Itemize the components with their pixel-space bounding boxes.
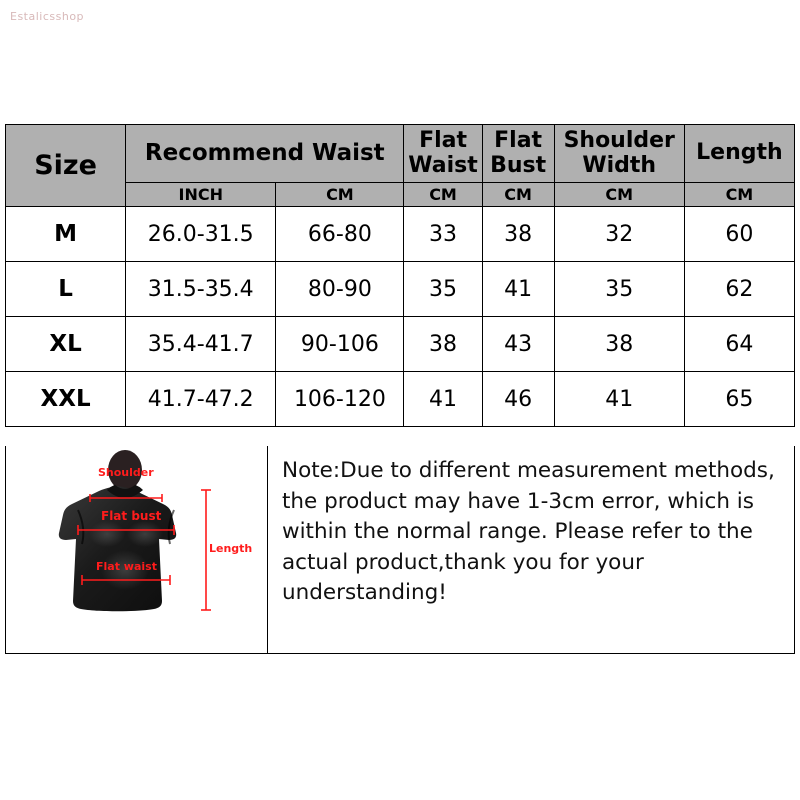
watermark-text: Estalicsshop	[10, 10, 85, 23]
cell-length: 65	[684, 372, 794, 427]
size-chart-table	[5, 124, 795, 427]
cell-length: 64	[684, 317, 794, 372]
unit-waist-cm: CM	[276, 183, 404, 207]
unit-flat-waist-cm: CM	[404, 183, 482, 207]
note-text: Note:Due to different measurement methods, the product may have 1-3cm error, which is within the normal range. Please refer to the actual product,thank you for your understanding!	[282, 458, 775, 606]
cell-flat-waist: 33	[404, 207, 482, 262]
header-recommend-waist: Recommend Waist	[126, 125, 404, 183]
cell-shoulder-width: 41	[554, 372, 684, 427]
unit-waist-inch: INCH	[126, 183, 276, 207]
cell-shoulder-width: 38	[554, 317, 684, 372]
cell-waist-cm: 90-106	[276, 317, 404, 372]
table-row	[6, 262, 795, 317]
annotation-flat-bust: Flat bust	[101, 509, 162, 523]
cell-waist-inch: 31.5-35.4	[126, 262, 276, 317]
cell-size: L	[6, 262, 126, 317]
annotation-flat-waist: Flat waist	[96, 560, 157, 573]
header-flat-bust: Flat Bust	[482, 125, 554, 183]
cell-waist-cm: 106-120	[276, 372, 404, 427]
unit-flat-bust-cm: CM	[482, 183, 554, 207]
cell-flat-bust: 41	[482, 262, 554, 317]
unit-shoulder-cm: CM	[554, 183, 684, 207]
annotation-shoulder: Shoulder	[98, 466, 154, 479]
cell-size: XXL	[6, 372, 126, 427]
cell-flat-waist: 35	[404, 262, 482, 317]
cell-waist-inch: 41.7-47.2	[126, 372, 276, 427]
unit-length-cm: CM	[684, 183, 794, 207]
cell-length: 62	[684, 262, 794, 317]
cell-waist-inch: 26.0-31.5	[126, 207, 276, 262]
cell-waist-cm: 66-80	[276, 207, 404, 262]
cell-flat-waist: 38	[404, 317, 482, 372]
cell-shoulder-width: 35	[554, 262, 684, 317]
header-flat-waist: Flat Waist	[404, 125, 482, 183]
cell-flat-waist: 41	[404, 372, 482, 427]
table-row	[6, 317, 795, 372]
cell-size: M	[6, 207, 126, 262]
measurement-diagram-cell	[6, 446, 268, 653]
size-chart-table-wrapper	[0, 124, 800, 427]
cell-waist-inch: 35.4-41.7	[126, 317, 276, 372]
cell-waist-cm: 80-90	[276, 262, 404, 317]
header-shoulder-width: Shoulder Width	[554, 125, 684, 183]
cell-flat-bust: 46	[482, 372, 554, 427]
note-section	[5, 446, 795, 654]
cell-length: 60	[684, 207, 794, 262]
table-row	[6, 372, 795, 427]
annotation-length: Length	[209, 542, 253, 555]
cell-flat-bust: 43	[482, 317, 554, 372]
table-header-row-primary	[6, 125, 795, 183]
cell-flat-bust: 38	[482, 207, 554, 262]
cell-size: XL	[6, 317, 126, 372]
table-row	[6, 207, 795, 262]
cell-shoulder-width: 32	[554, 207, 684, 262]
header-length: Length	[684, 125, 794, 183]
header-size: Size	[6, 125, 126, 207]
